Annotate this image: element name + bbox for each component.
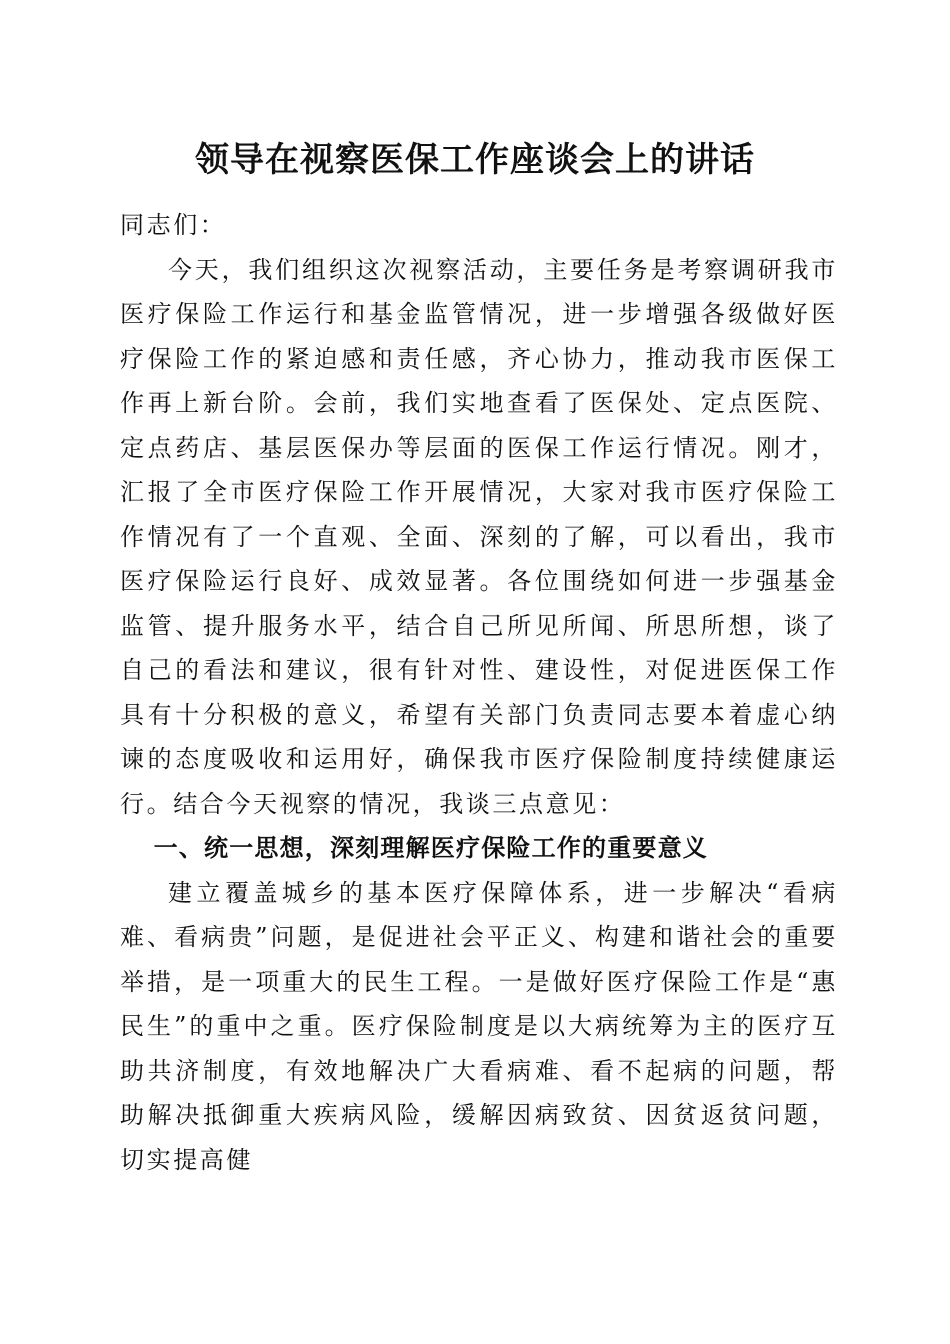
document-body [120, 203, 838, 1182]
body-paragraph-section-1: 建立覆盖城乡的基本医疗保障体系，进一步解决“看病难、看病贵”问题，是促进社会平正义、构建和谐社会的重要举措，是一项重大的民生工程。一是做好医疗保险工作是“惠民生”的重中之重。医疗保险制度是以大病统筹为主的医疗互助共济制度，有效地解决广大看病难、看不起病的问题，帮助解决抵御重大疾病风险，缓解因病致贫、因贫返贫问题，切实提高健 [120, 878, 838, 1174]
document-title: 领导在视察医保工作座谈会上的讲话 [195, 140, 755, 180]
section-heading-1: 一、统一思想，深刻理解医疗保险工作的重要意义 [153, 834, 708, 862]
salutation: 同志们： [120, 211, 227, 239]
body-paragraph-intro: 今天，我们组织这次视察活动，主要任务是考察调研我市医疗保险工作运行和基金监管情况，进一步增强各级做好医疗保险工作的紧迫感和责任感，齐心协力，推动我市医保工作再上新台阶。会前，我们实地查看了医保处、定点医院、定点药店、基层医保办等层面的医保工作运行情况。刚才，汇报了全市医疗保险工作开展情况，大家对我市医疗保险工作情况有了一个直观、全面、深刻的了解，可以看出，我市医疗保险运行良好、成效显著。各位围绕如何进一步强基金监管、提升服务水平，结合自己所见所闻、所思所想，谈了自己的看法和建议，很有针对性、建设性，对促进医保工作具有十分积极的意义，希望有关部门负责同志要本着虚心纳谏的态度吸收和运用好，确保我市医疗保险制度持续健康运行。结合今天视察的情况，我谈三点意见： [120, 255, 838, 818]
